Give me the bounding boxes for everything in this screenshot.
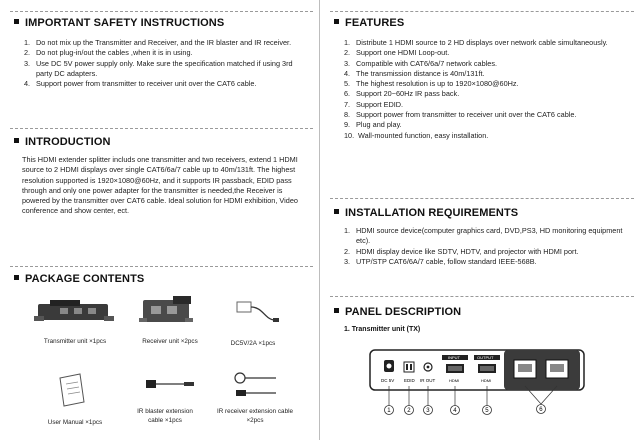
- edid-switch: [404, 362, 414, 372]
- item-number: 1.: [344, 226, 351, 235]
- features-heading: [334, 17, 404, 29]
- receiver-unit-image: [133, 292, 203, 332]
- item-number: 6.: [344, 89, 351, 99]
- package-item-label: DC5V/2A ×1pcs: [230, 340, 276, 347]
- callout-number: 4: [453, 408, 457, 414]
- dc-adapter-image: [225, 296, 285, 332]
- safety-title: IMPORTANT SAFETY INSTRUCTIONS: [25, 17, 225, 29]
- panel-heading: [334, 306, 461, 318]
- package-item-label: Transmitter unit ×1pcs: [43, 338, 107, 345]
- list-item: [344, 131, 626, 141]
- list-item: [344, 48, 626, 58]
- item-number: 7.: [344, 99, 351, 109]
- list-item: [344, 257, 626, 267]
- item-text: UTP/STP CAT6/6A/7 cable, follow standard IEEE-568B.: [356, 256, 537, 266]
- installation-list: [344, 226, 626, 267]
- port: [88, 308, 96, 314]
- list-item: [344, 79, 626, 89]
- hdmi-input-inner: [448, 366, 462, 371]
- list-item: [344, 38, 626, 48]
- dc-label: DC 5V: [381, 378, 395, 383]
- callout-number: 2: [407, 408, 411, 414]
- bullet-square-icon: [334, 209, 339, 214]
- mount-ear-right: [104, 316, 114, 321]
- ir-sensor: [235, 373, 245, 383]
- edid-pin: [406, 364, 408, 370]
- input-label: INPUT: [448, 355, 460, 360]
- ir-out-pin: [427, 366, 430, 369]
- bullet-square-icon: [334, 19, 339, 24]
- dashed-rule: [330, 198, 634, 199]
- callout-number: 3: [426, 408, 430, 414]
- dashed-rule: [10, 266, 313, 267]
- item-number: 1.: [344, 38, 351, 47]
- item-number: 8.: [344, 110, 351, 120]
- installation-title: INSTALLATION REQUIREMENTS: [345, 207, 519, 219]
- dashed-rule: [330, 11, 634, 12]
- item-text: Plug and play.: [356, 120, 402, 130]
- dashed-rule: [10, 11, 313, 12]
- list-item: [344, 120, 626, 130]
- transmitter-top: [50, 300, 80, 306]
- bullet-square-icon: [14, 19, 19, 24]
- list-item: [344, 100, 626, 110]
- transmitter-unit-image: [30, 292, 120, 332]
- output-label: OUTPUT: [477, 355, 494, 360]
- package-item-label: IR receiver extension cable ×2pcs: [217, 408, 293, 424]
- item-text: Support EDID.: [356, 99, 404, 109]
- ir-blaster-cable-image: [140, 372, 200, 402]
- bullet-square-icon: [14, 275, 19, 280]
- ir-head: [236, 390, 246, 396]
- mount-ear-left: [34, 316, 44, 321]
- transmitter-panel-diagram: [364, 344, 636, 424]
- package-item-label: User Manual ×1pcs: [47, 419, 103, 426]
- safety-list: [24, 38, 306, 89]
- item-text: Distribute 1 HDMI source to 2 HD displays over network cable simultaneously.: [356, 38, 608, 47]
- dashed-rule: [10, 128, 313, 129]
- features-title: FEATURES: [345, 17, 405, 29]
- package-item-label: IR blaster extension cable ×1pcs: [137, 408, 193, 424]
- callout-number: 5: [485, 408, 489, 414]
- edid-pin: [410, 364, 412, 370]
- mount-ear-left: [139, 318, 147, 322]
- item-number: 3.: [24, 58, 31, 68]
- item-text: Do not mix up the Transmitter and Receiver, and the IR blaster and IR receiver.: [36, 38, 292, 47]
- mount-ear-right: [185, 318, 193, 322]
- item-text: Wall-mounted function, easy installation.: [358, 130, 489, 140]
- port: [167, 306, 177, 314]
- item-number: 10.: [344, 130, 355, 140]
- item-number: 1.: [24, 38, 31, 47]
- item-text: Support one HDMI Loop-out.: [356, 48, 450, 58]
- manual-cover: [60, 374, 84, 406]
- rj45-inner-1: [518, 364, 532, 372]
- panel-title: PANEL DESCRIPTION: [345, 306, 462, 318]
- item-text: Support power from transmitter to receiver unit over the CAT6 cable.: [36, 79, 257, 89]
- dashed-rule: [330, 296, 634, 297]
- hdmi-input-text: HDMI: [449, 378, 460, 383]
- item-text: The transmission distance is 40m/131ft.: [356, 68, 485, 78]
- intro-paragraph: This HDMI extender splitter includs one transmitter and two receivers, extend 1 HDMI source to 2 HDMI displays over single CAT6/6a/7 cable up to 40m/131ft. The highest resolution supported is 1920×1080@60Hz, and it supports IR passback, EDID pass through and only one power adapter for the transmitter is needed,the Receiver is powered by the transmitter over CAT6 cable. Ideal solution for HDMI exhibition, Video conference and show center, ect.: [22, 155, 298, 216]
- ir-head: [146, 380, 156, 388]
- installation-heading: [334, 207, 518, 219]
- user-manual-image: [54, 372, 94, 410]
- right-column: [320, 0, 640, 440]
- left-column: [0, 0, 319, 440]
- item-text: Use DC 5V power supply only. Make sure the specification matched if using 3rd party DC adapters.: [36, 58, 293, 78]
- package-item-label: Receiver unit ×2pcs: [142, 338, 198, 345]
- item-text: Do not plug-in/out the cables ,when it is in using.: [36, 48, 193, 58]
- panel-subtitle: 1. Transmitter unit (TX): [344, 326, 421, 333]
- item-number: 2.: [344, 48, 351, 58]
- item-text: Support 20~60Hz IR pass back.: [356, 89, 460, 99]
- list-item: [24, 79, 306, 89]
- hdmi-output-text: HDMI: [481, 378, 492, 383]
- package-title: PACKAGE CONTENTS: [25, 273, 145, 285]
- receiver-stack: [173, 296, 191, 304]
- dc-pin: [387, 364, 392, 369]
- adapter-body: [237, 302, 251, 312]
- rj45-inner-2: [550, 364, 564, 372]
- adapter-plug: [273, 318, 279, 322]
- list-item: [344, 226, 626, 247]
- item-text: The highest resolution is up to 1920×1080@60Hz.: [356, 79, 519, 89]
- bullet-square-icon: [14, 138, 19, 143]
- port: [60, 308, 68, 314]
- item-text: Compatible with CAT6/6a/7 network cables.: [356, 58, 498, 68]
- ir-out-label: IR OUT: [420, 378, 436, 383]
- item-number: 3.: [344, 58, 351, 68]
- item-number: 2.: [344, 246, 351, 256]
- bullet-square-icon: [334, 308, 339, 313]
- list-item: [24, 38, 306, 48]
- list-item: [344, 59, 626, 69]
- callout-number: 1: [387, 408, 391, 414]
- edid-label: EDID: [404, 378, 415, 383]
- list-item: [344, 110, 626, 120]
- transmitter-body: [38, 304, 108, 320]
- port: [151, 306, 161, 314]
- intro-heading: [14, 136, 111, 148]
- ir-jack: [184, 382, 194, 386]
- callout-number: 6: [539, 407, 543, 413]
- item-number: 2.: [24, 48, 31, 58]
- list-item: [24, 59, 306, 80]
- list-item: [344, 69, 626, 79]
- ir-receiver-cable-image: [230, 368, 290, 404]
- item-text: Support power from transmitter to receiver unit over the CAT6 cable.: [356, 110, 577, 120]
- item-text: HDMI source device(computer graphics card, DVD,PS3, HD monitoring equipment etc).: [356, 226, 623, 246]
- item-number: 4.: [24, 79, 31, 89]
- item-number: 5.: [344, 79, 351, 89]
- safety-heading: [14, 17, 224, 29]
- item-number: 3.: [344, 256, 351, 266]
- hdmi-output-inner: [480, 366, 494, 371]
- list-item: [24, 48, 306, 58]
- intro-title: INTRODUCTION: [25, 136, 111, 148]
- features-list: [344, 38, 626, 141]
- item-number: 4.: [344, 68, 351, 78]
- port: [74, 308, 82, 314]
- list-item: [344, 247, 626, 257]
- adapter-cable: [251, 307, 275, 320]
- list-item: [344, 89, 626, 99]
- package-heading: [14, 273, 144, 285]
- item-text: HDMI display device like SDTV, HDTV, and projector with HDMI port.: [356, 246, 579, 256]
- item-number: 9.: [344, 120, 351, 130]
